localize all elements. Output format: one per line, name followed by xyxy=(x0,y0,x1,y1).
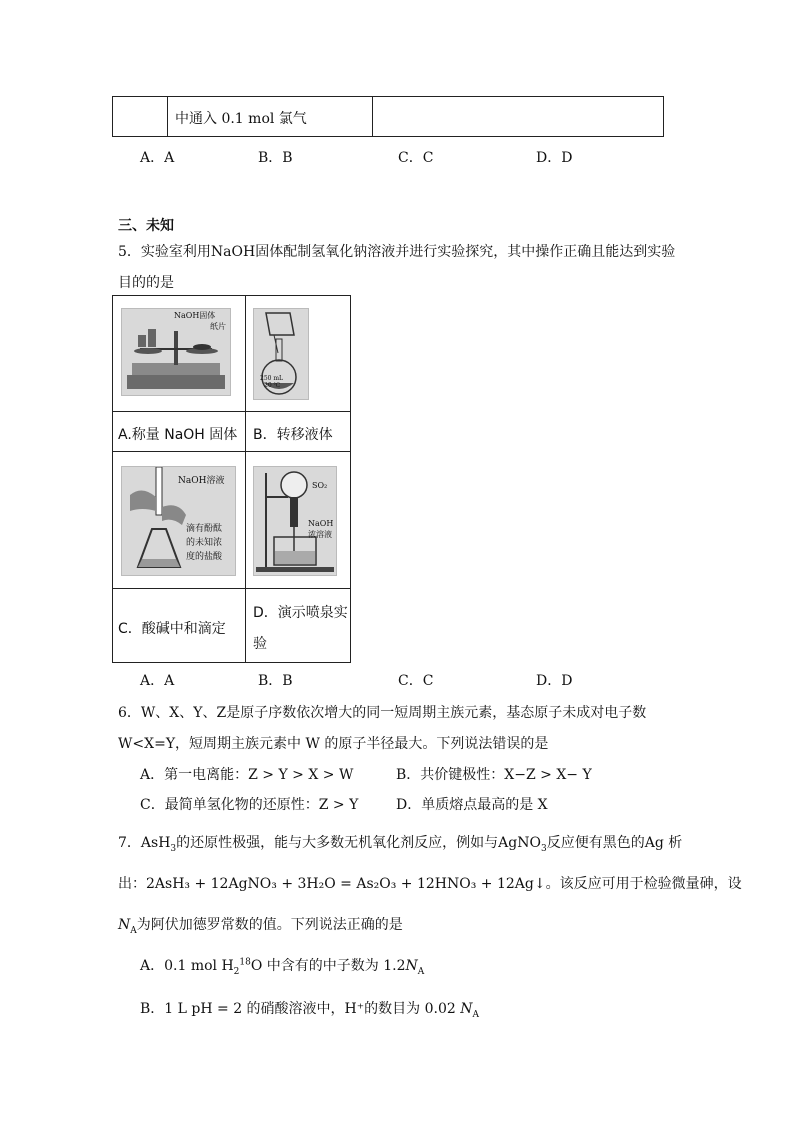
q7-option-text: O 中含有的中子数为 1.2 xyxy=(250,958,406,974)
subscript: A xyxy=(130,925,137,936)
titration-image xyxy=(121,466,236,576)
option-c[interactable]: C．C xyxy=(398,150,434,166)
option-c[interactable]: C．C xyxy=(398,673,434,689)
q6-option-a[interactable]: A．第一电离能：Z > Y > X > W xyxy=(140,767,354,783)
label-paper: 纸片 xyxy=(210,322,226,331)
q5-stem-line1: 5．实验室利用NaOH固体配制氢氧化钠溶液并进行实验探究，其中操作正确且能达到实验 xyxy=(118,244,676,260)
balance-image xyxy=(121,308,231,396)
q6-option-b[interactable]: B．共价键极性：X−Z > X− Y xyxy=(396,767,592,783)
label-20c: 20 ℃ xyxy=(264,382,281,389)
table-divider xyxy=(113,588,350,589)
q7-option-text: B．1 L pH = 2 的硝酸溶液中，H⁺的数目为 0.02 xyxy=(140,1001,461,1017)
q7-text: 的还原性极强，能与大多数无机氧化剂反应，例如与AgNO xyxy=(176,835,541,851)
label-250ml: 250 mL xyxy=(260,375,284,382)
q6-option-d[interactable]: D．单质熔点最高的是 X xyxy=(396,797,548,813)
caption-d-line1: D．演示喷泉实 xyxy=(253,605,348,621)
option-d[interactable]: D．D xyxy=(536,150,573,166)
q6-line1: 6．W、X、Y、Z是原子序数依次增大的同一短周期主族元素，基态原子未成对电子数 xyxy=(118,705,647,721)
q7-text: 反应便有黑色的Ag 析 xyxy=(546,835,683,851)
table-divider xyxy=(372,97,373,136)
section-heading: 三、未知 xyxy=(118,218,174,234)
label-so2: SO₂ xyxy=(312,481,328,490)
subscript: 3 xyxy=(540,843,547,854)
option-d[interactable]: D．D xyxy=(536,673,573,689)
caption-d-line2: 验 xyxy=(253,636,267,652)
q7-option-b[interactable] xyxy=(140,998,479,1020)
q7-text: 为阿伏加德罗常数的值。下列说法正确的是 xyxy=(136,917,403,933)
table-divider xyxy=(245,296,246,662)
subscript: 3 xyxy=(170,843,177,854)
table-divider xyxy=(113,411,350,412)
caption-b: B．转移液体 xyxy=(253,427,333,443)
label-naoh-solid: NaOH固体 xyxy=(174,311,216,320)
option-b[interactable]: B．B xyxy=(258,150,293,166)
table-divider xyxy=(113,451,350,452)
na-symbol: N xyxy=(460,1001,473,1017)
caption-a: A.称量 NaOH 固体 xyxy=(118,427,238,443)
subscript: A xyxy=(472,1009,479,1020)
q6-line2: W<X=Y，短周期主族元素中 W 的原子半径最大。下列说法错误的是 xyxy=(118,736,549,752)
fountain-experiment-image xyxy=(253,466,337,576)
q7-line2: 出：2AsH₃ + 12AgNO₃ + 3H₂O = As₂O₃ + 12HNO₃ + 12Ag↓。该反应可用于检验微量砷，设 xyxy=(118,876,742,892)
table-cell-text: 中通入 0.1 mol 氯气 xyxy=(175,111,307,127)
top-table xyxy=(112,96,664,137)
na-symbol: N xyxy=(405,958,418,974)
label-note2: 的未知浓 xyxy=(186,538,223,548)
q6-option-c[interactable]: C．最简单氢化物的还原性：Z > Y xyxy=(140,797,359,813)
option-a[interactable]: A．A xyxy=(140,673,175,689)
option-b[interactable]: B．B xyxy=(258,673,293,689)
subscript: 2 xyxy=(233,966,240,977)
q7-option-text: A．0.1 mol H xyxy=(140,958,234,974)
table-divider xyxy=(167,97,168,136)
label-note3: 度的盐酸 xyxy=(186,552,223,562)
volumetric-flask-image xyxy=(253,308,309,400)
q7-text: 7．AsH xyxy=(118,835,171,851)
option-a[interactable]: A．A xyxy=(140,150,175,166)
label-note1: 滴有酚酞 xyxy=(186,524,223,534)
subscript: A xyxy=(417,966,425,977)
label-naoh: NaOH xyxy=(308,519,334,528)
label-naoh-solution: NaOH溶液 xyxy=(178,476,225,486)
superscript: 18 xyxy=(239,957,251,968)
label-conc-solution: 浓溶液 xyxy=(308,530,332,539)
q5-options-table xyxy=(112,295,351,663)
q7-line1 xyxy=(118,832,682,854)
q5-stem-line2: 目的的是 xyxy=(118,275,174,291)
caption-c: C．酸碱中和滴定 xyxy=(118,621,226,637)
na-symbol: N xyxy=(118,917,131,933)
q7-line3 xyxy=(118,914,403,936)
q7-option-a[interactable] xyxy=(140,955,424,977)
